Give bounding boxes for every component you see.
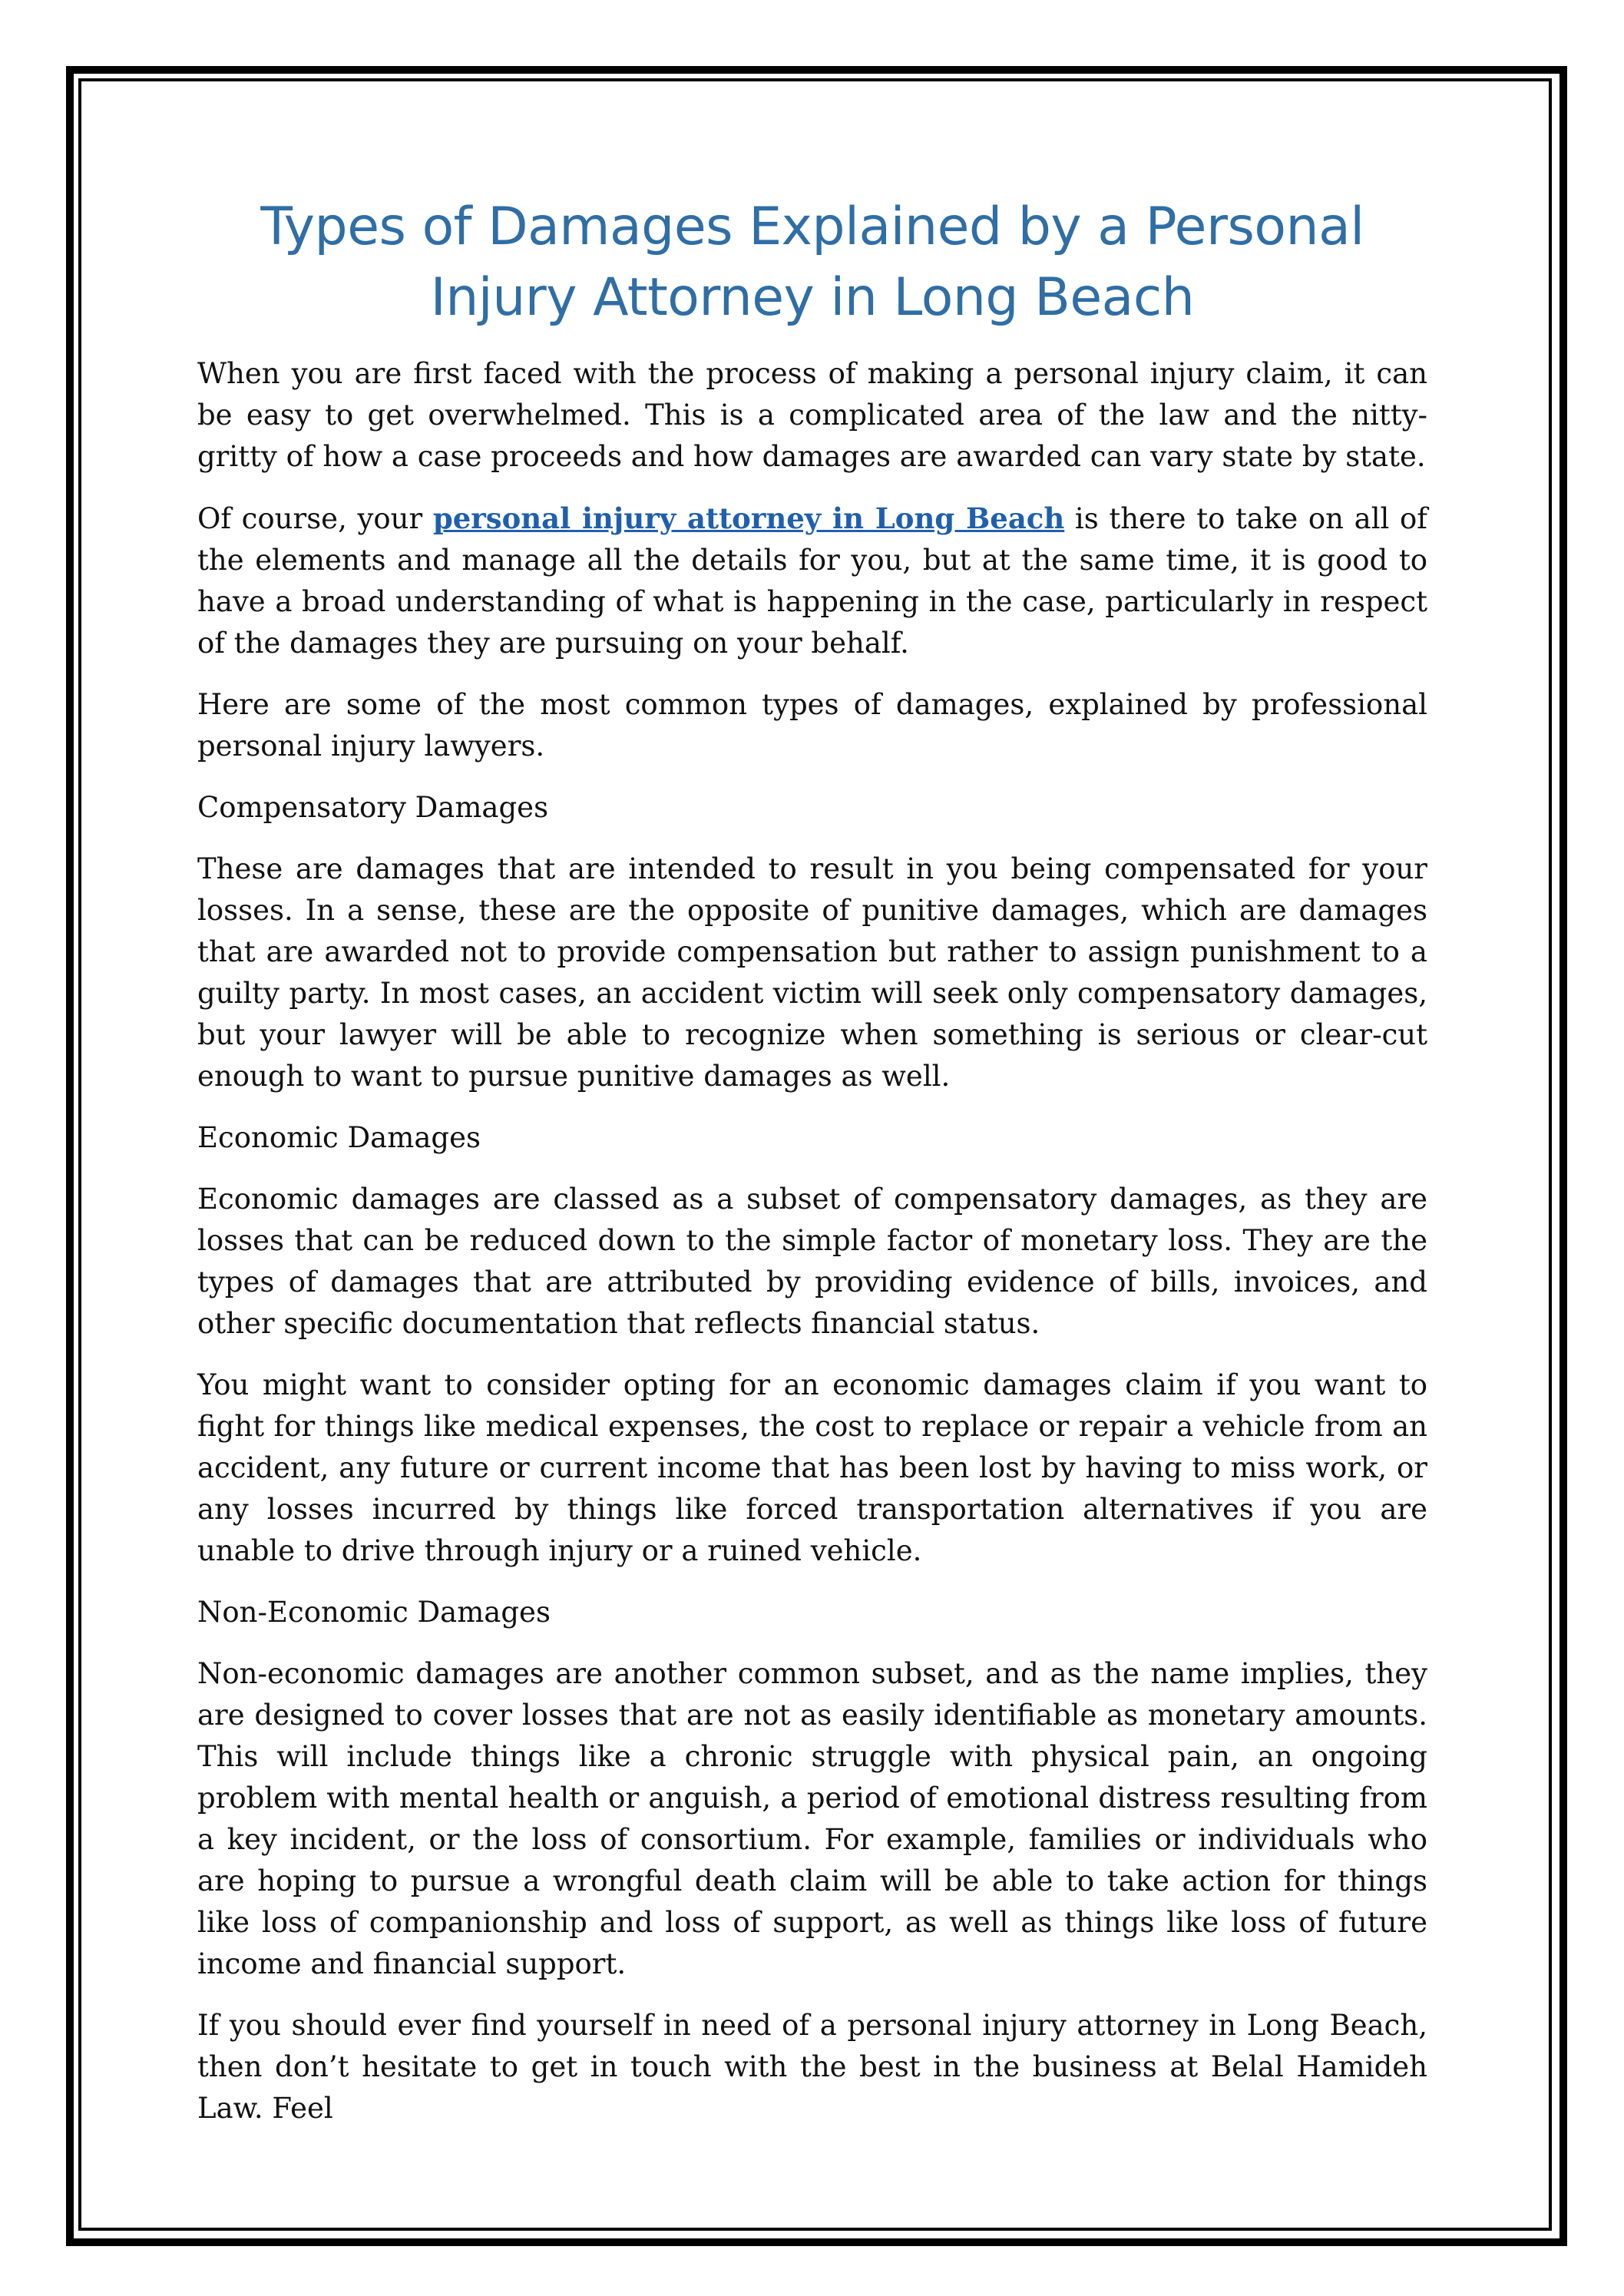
attorney-paragraph-start: Of course, your (197, 502, 433, 535)
attorney-paragraph (197, 498, 1427, 664)
document-body (197, 192, 1427, 2149)
economic-paragraph-1: Economic damages are classed as a subset of compensatory damages, as they are losses that can be reduced down to the simple factor of monetary loss. They are the types of damages that are attributed by providing evidence of bills, invoices, and other specific documentation that reflects financial status. (197, 1183, 1427, 1340)
economic-heading: Economic Damages (197, 1121, 481, 1154)
economic-paragraph-2: You might want to consider opting for an economic damages claim if you want to fight for things like medical expenses, the cost to replace or repair a vehicle from an accident, any future or current income that has been lost by having to miss work, or any losses incurred by things like forced transportation alternatives if you are unable to drive through injury or a ruined vehicle. (197, 1368, 1427, 1567)
attorney-paragraph-end: is there to take on all of the elements and manage all the details for you, but at the same time, it is good to have a broad understanding of what is happening in the case, particularly in respect of the damages they are pursuing on your behalf. (197, 502, 1428, 660)
page-title: Types of Damages Explained by a Personal Injury Attorney in Long Beach (260, 197, 1364, 328)
attorney-link[interactable]: personal injury attorney in Long Beach (432, 501, 1065, 535)
noneconomic-heading: Non-Economic Damages (197, 1596, 551, 1629)
overview-paragraph: Here are some of the most common types of damages, explained by professional personal injury lawyers. (197, 688, 1427, 763)
intro-paragraph: When you are first faced with the process of making a personal injury claim, it can be easy to get overwhelmed. This is a complicated area of the law and the nitty-gritty of how a case proceeds and how damages are awarded can vary state by state. (197, 357, 1427, 473)
compensatory-paragraph: These are damages that are intended to result in you being compensated for your losses. In a sense, these are the opposite of punitive damages, which are damages that are awarded not to provide compensation but rather to assign punishment to a guilty party. In most cases, an accident victim will seek only compensatory damages, but your lawyer will be able to recognize when something is serious or clear-cut enough to want to pursue punitive damages as well. (197, 852, 1427, 1093)
compensatory-heading: Compensatory Damages (197, 791, 549, 824)
closing-paragraph: If you should ever find yourself in need of a personal injury attorney in Long Beach, then don’t hesitate to get in touch with the best in the business at Belal Hamideh Law. Feel (197, 2009, 1427, 2125)
noneconomic-paragraph: Non-economic damages are another common subset, and as the name implies, they are designed to cover losses that are not as easily identifiable as monetary amounts. This will include things like a chronic struggle with physical pain, an ongoing problem with mental health or anguish, a period of emotional distress resulting from a key incident, or the loss of consortium. For example, families or individuals who are hoping to pursue a wrongful death claim will be able to take action for things like loss of companionship and loss of support, as well as things like loss of future income and financial support. (197, 1657, 1427, 1980)
